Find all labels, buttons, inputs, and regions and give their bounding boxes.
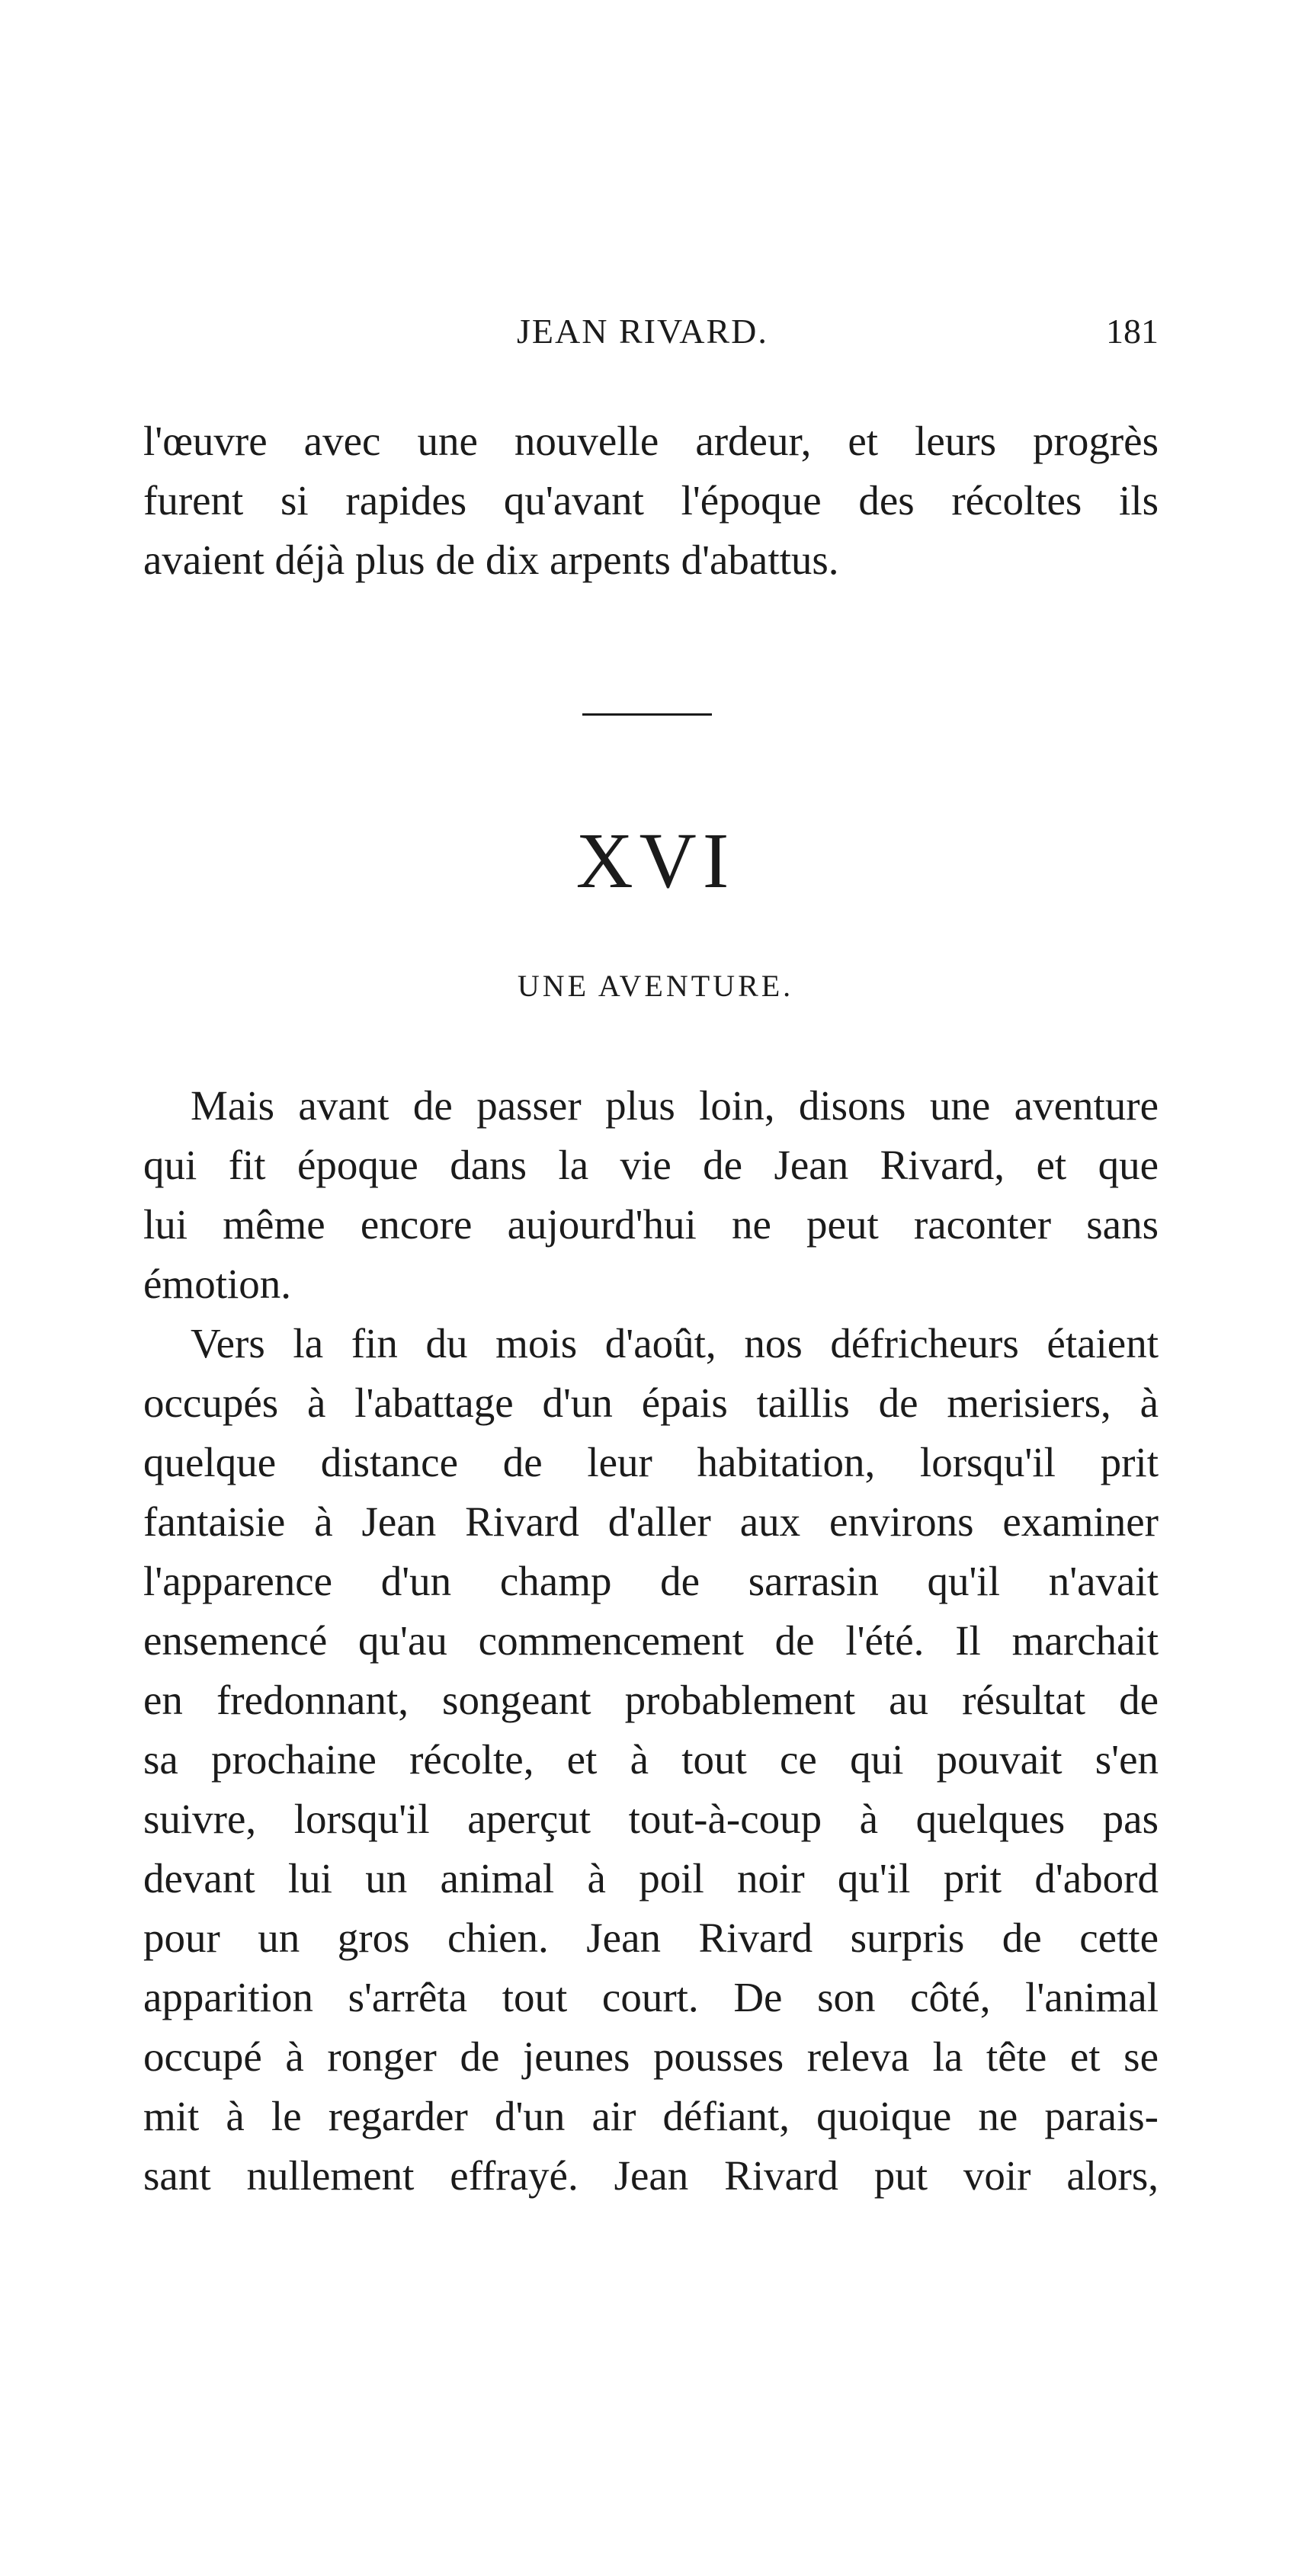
page-number: 181 [1106, 312, 1159, 351]
text-line: devant lui un animal à poil noir qu'il prit d'abord [143, 1855, 1159, 1902]
chapter-title: UNE AVENTURE. [517, 969, 794, 1003]
text-line: ensemencé qu'au commencement de l'été. Il marchait [143, 1617, 1159, 1664]
text-line: en fredonnant, songeant probablement au résultat de [143, 1677, 1159, 1723]
section-divider [582, 713, 712, 716]
text-line: mit à le regarder d'un air défiant, quoique ne parais- [143, 2093, 1159, 2139]
text-line: apparition s'arrêta tout court. De son côté, l'animal [143, 1974, 1159, 2020]
text-line: lui même encore aujourd'hui ne peut raconter sans [143, 1201, 1159, 1248]
chapter-number: XVI [575, 817, 736, 905]
text-line: avaient déjà plus de dix arpents d'abattus. [143, 537, 839, 583]
text-line: furent si rapides qu'avant l'époque des récoltes ils [143, 477, 1159, 524]
text-line: qui fit époque dans la vie de Jean Rivard, et que [143, 1142, 1159, 1188]
text-line: occupés à l'abattage d'un épais taillis de merisiers, à [143, 1379, 1159, 1426]
running-head [143, 311, 1159, 364]
text-line: Mais avant de passer plus loin, disons une aventure [191, 1082, 1159, 1129]
text-line: sant nullement effrayé. Jean Rivard put voir alors, [143, 2152, 1159, 2199]
text-line: l'œuvre avec une nouvelle ardeur, et leurs progrès [143, 418, 1159, 464]
text-line: fantaisie à Jean Rivard d'aller aux environs examiner [143, 1498, 1159, 1545]
text-line: occupé à ronger de jeunes pousses releva la tête et se [143, 2033, 1159, 2080]
text-line: quelque distance de leur habitation, lorsqu'il prit [143, 1439, 1159, 1485]
text-line: Vers la fin du mois d'août, nos défricheurs étaient [191, 1320, 1159, 1366]
text-line: l'apparence d'un champ de sarrasin qu'il n'avait [143, 1558, 1159, 1604]
text-line: émotion. [143, 1261, 292, 1307]
text-line: pour un gros chien. Jean Rivard surpris de cette [143, 1914, 1159, 1961]
running-title: JEAN RIVARD. [517, 312, 768, 351]
text-line: sa prochaine récolte, et à tout ce qui pouvait s'en [143, 1736, 1159, 1783]
text-line: suivre, lorsqu'il aperçut tout-à-coup à quelques pas [143, 1796, 1159, 1842]
